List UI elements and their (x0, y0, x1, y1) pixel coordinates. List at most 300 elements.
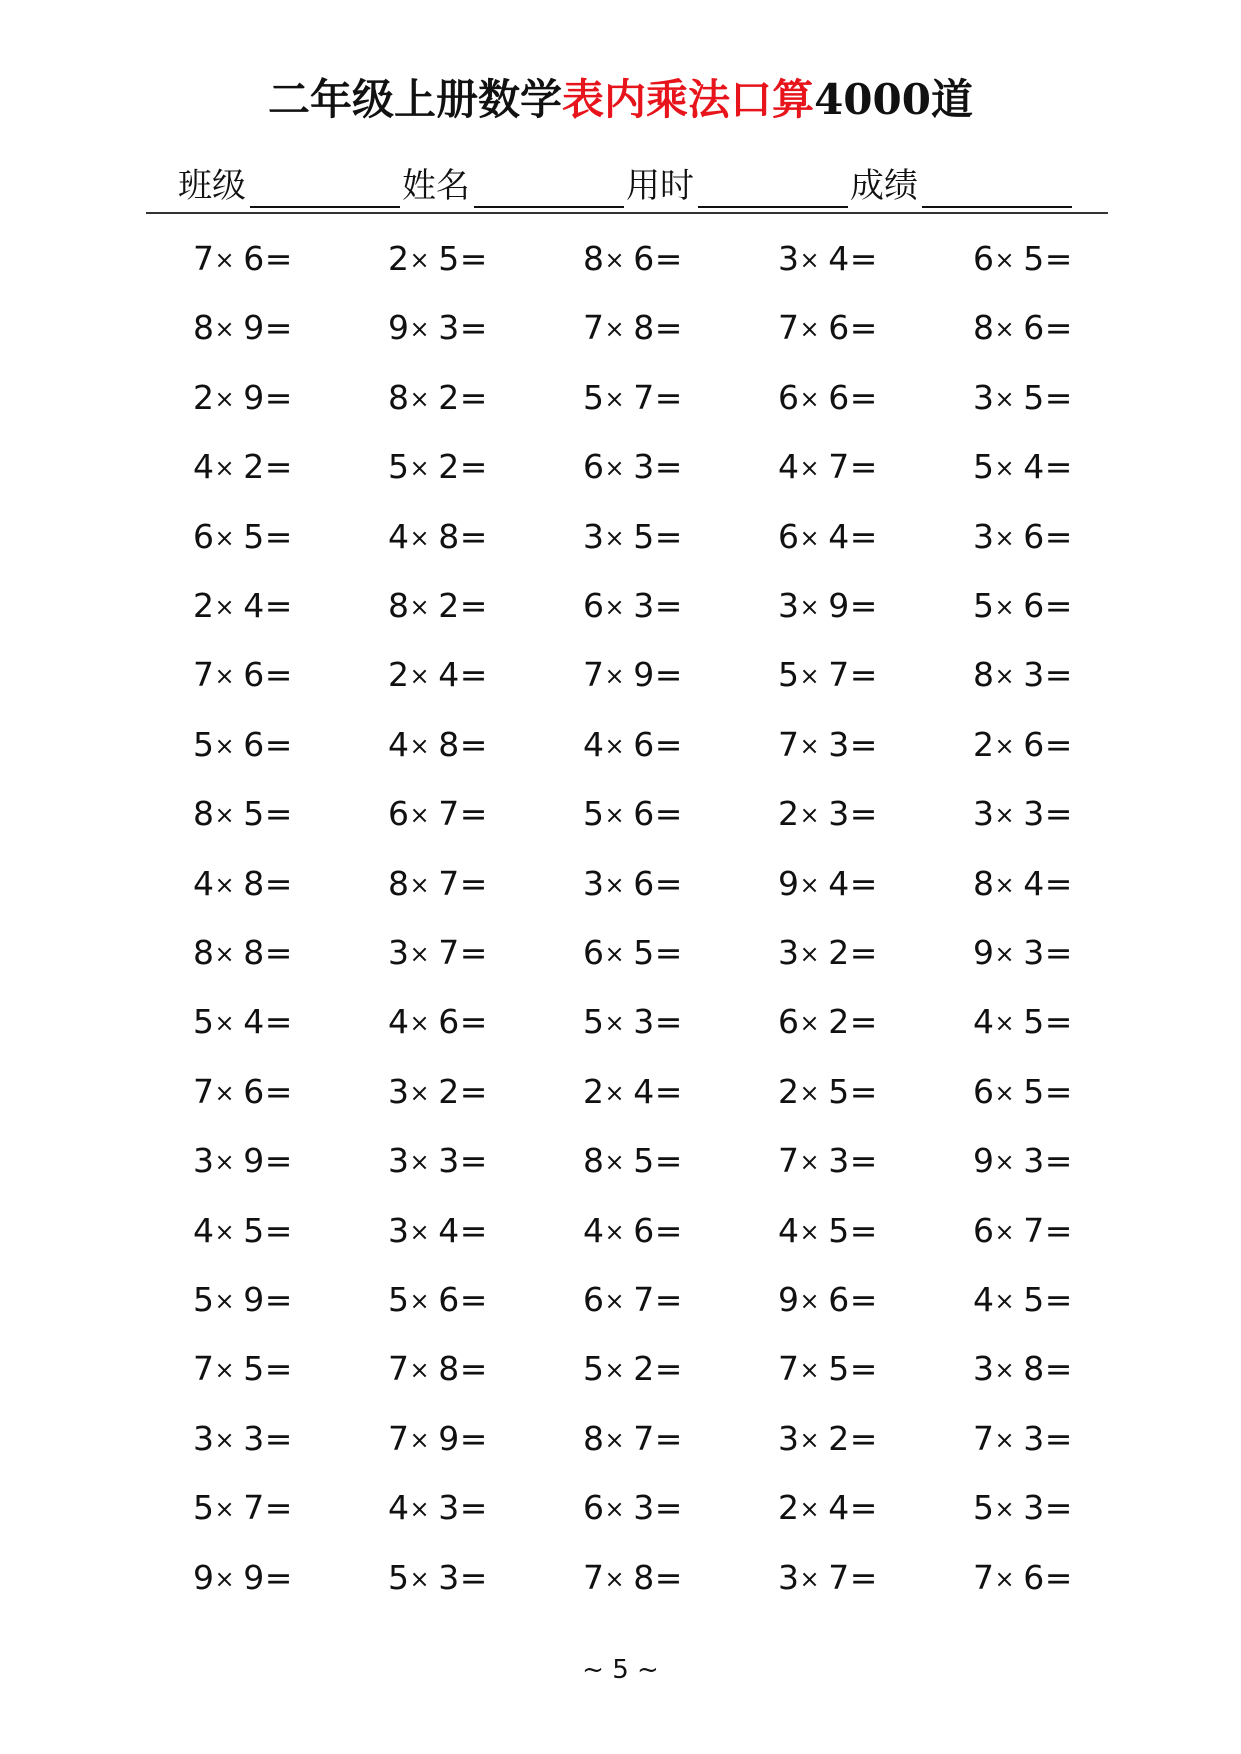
multiplication-problem[interactable] (583, 373, 763, 423)
factor-a: 6 (583, 447, 605, 486)
factor-b: 5 (828, 1349, 850, 1388)
factor-b: 3 (633, 447, 655, 486)
equals-sign: = (654, 378, 683, 417)
factor-a: 3 (778, 1419, 800, 1458)
multiplication-problem[interactable] (973, 720, 1153, 770)
time-blank-line[interactable] (698, 166, 848, 208)
multiplication-problem[interactable] (778, 1344, 958, 1394)
factor-b: 5 (243, 794, 265, 833)
factor-a: 5 (193, 1280, 215, 1319)
multiplication-problem[interactable] (583, 442, 763, 492)
equals-sign: = (264, 725, 293, 764)
factor-b: 6 (243, 1072, 265, 1111)
factor-a: 9 (388, 308, 410, 347)
factor-a: 5 (973, 1488, 995, 1527)
equals-sign: = (1044, 239, 1073, 278)
factor-a: 3 (778, 1558, 800, 1597)
multiplication-problem[interactable] (973, 1483, 1153, 1533)
factor-a: 4 (388, 517, 410, 556)
equals-sign: = (459, 933, 488, 972)
multiplication-problem[interactable] (388, 720, 568, 770)
multiplication-problem[interactable] (583, 234, 763, 284)
multiplication-problem[interactable] (193, 789, 373, 839)
factor-b: 6 (828, 308, 850, 347)
equals-sign: = (264, 794, 293, 833)
multiplication-problem[interactable] (583, 303, 763, 353)
multiply-sign: × (409, 940, 439, 968)
equals-sign: = (1044, 1002, 1073, 1041)
factor-b: 6 (1023, 517, 1045, 556)
factor-b: 5 (1023, 378, 1045, 417)
multiply-sign: × (994, 732, 1024, 760)
multiplication-problem[interactable] (778, 1553, 958, 1603)
factor-b: 7 (828, 447, 850, 486)
multiplication-problem[interactable] (388, 789, 568, 839)
factor-b: 2 (438, 378, 460, 417)
multiply-sign: × (994, 1495, 1024, 1523)
factor-a: 2 (583, 1072, 605, 1111)
equals-sign: = (264, 517, 293, 556)
factor-a: 4 (778, 447, 800, 486)
multiplication-problem[interactable] (973, 1414, 1153, 1464)
factor-b: 3 (438, 308, 460, 347)
multiplication-problem[interactable] (388, 928, 568, 978)
multiplication-problem[interactable] (193, 1483, 373, 1533)
multiplication-problem[interactable] (388, 1483, 568, 1533)
multiplication-problem[interactable] (778, 928, 958, 978)
equals-sign: = (654, 864, 683, 903)
multiplication-problem[interactable] (583, 720, 763, 770)
factor-a: 4 (778, 1211, 800, 1250)
class-blank-line[interactable] (250, 166, 400, 208)
problem-row (193, 650, 1173, 700)
equals-sign: = (264, 447, 293, 486)
factor-b: 5 (1023, 1072, 1045, 1111)
multiplication-problem[interactable] (778, 1483, 958, 1533)
multiply-sign: × (604, 454, 634, 482)
factor-a: 3 (973, 794, 995, 833)
factor-a: 8 (193, 308, 215, 347)
multiply-sign: × (214, 1495, 244, 1523)
multiply-sign: × (799, 940, 829, 968)
multiplication-problem[interactable] (583, 1553, 763, 1603)
multiplication-problem[interactable] (193, 234, 373, 284)
multiplication-problem[interactable] (973, 928, 1153, 978)
factor-b: 6 (1023, 308, 1045, 347)
factor-b: 4 (828, 864, 850, 903)
multiplication-problem[interactable] (973, 303, 1153, 353)
factor-b: 3 (1023, 1141, 1045, 1180)
factor-b: 5 (243, 517, 265, 556)
multiplication-problem[interactable] (193, 859, 373, 909)
multiplication-problem[interactable] (193, 1275, 373, 1325)
multiplication-problem[interactable] (778, 1414, 958, 1464)
factor-b: 8 (243, 933, 265, 972)
multiplication-problem[interactable] (193, 1344, 373, 1394)
multiplication-problem[interactable] (973, 1067, 1153, 1117)
factor-a: 8 (973, 655, 995, 694)
multiplication-problem[interactable] (583, 1067, 763, 1117)
factor-b: 4 (438, 655, 460, 694)
multiplication-problem[interactable] (193, 1206, 373, 1256)
factor-a: 9 (973, 933, 995, 972)
factor-b: 2 (438, 586, 460, 625)
equals-sign: = (849, 239, 878, 278)
factor-b: 4 (438, 1211, 460, 1250)
multiplication-problem[interactable] (778, 1067, 958, 1117)
factor-b: 3 (633, 1002, 655, 1041)
equals-sign: = (1044, 1072, 1073, 1111)
multiply-sign: × (604, 524, 634, 552)
equals-sign: = (1044, 864, 1073, 903)
equals-sign: = (1044, 1488, 1073, 1527)
factor-a: 5 (193, 1002, 215, 1041)
multiplication-problem[interactable] (583, 789, 763, 839)
factor-a: 6 (973, 239, 995, 278)
multiplication-problem[interactable] (778, 997, 958, 1047)
factor-a: 5 (388, 1558, 410, 1597)
factor-a: 5 (583, 1002, 605, 1041)
multiplication-problem[interactable] (388, 1553, 568, 1603)
factor-b: 5 (243, 1349, 265, 1388)
multiplication-problem[interactable] (388, 1344, 568, 1394)
factor-a: 8 (193, 933, 215, 972)
info-field-score (850, 164, 1074, 208)
factor-a: 6 (193, 517, 215, 556)
multiplication-problem[interactable] (388, 650, 568, 700)
multiplication-problem[interactable] (583, 1344, 763, 1394)
equals-sign: = (849, 1002, 878, 1041)
multiplication-problem[interactable] (583, 1483, 763, 1533)
multiplication-problem[interactable] (583, 859, 763, 909)
multiplication-problem[interactable] (778, 789, 958, 839)
equals-sign: = (264, 239, 293, 278)
multiplication-problem[interactable] (778, 1206, 958, 1256)
multiplication-problem[interactable] (778, 442, 958, 492)
page-title (0, 72, 1241, 128)
multiply-sign: × (409, 871, 439, 899)
equals-sign: = (1044, 1280, 1073, 1319)
multiplication-problem[interactable] (388, 1067, 568, 1117)
multiplication-problem[interactable] (193, 1553, 373, 1603)
equals-sign: = (1044, 308, 1073, 347)
factor-b: 5 (633, 517, 655, 556)
multiplication-problem[interactable] (583, 650, 763, 700)
multiplication-problem[interactable] (193, 373, 373, 423)
multiply-sign: × (994, 1148, 1024, 1176)
multiplication-problem[interactable] (973, 512, 1153, 562)
factor-b: 5 (438, 239, 460, 278)
multiplication-problem[interactable] (973, 581, 1153, 631)
equals-sign: = (849, 1558, 878, 1597)
multiply-sign: × (994, 940, 1024, 968)
multiply-sign: × (994, 871, 1024, 899)
multiply-sign: × (214, 315, 244, 343)
multiply-sign: × (409, 1426, 439, 1454)
factor-a: 2 (193, 378, 215, 417)
multiplication-problem[interactable] (778, 234, 958, 284)
equals-sign: = (849, 517, 878, 556)
factor-b: 3 (828, 725, 850, 764)
factor-a: 3 (973, 378, 995, 417)
multiply-sign: × (994, 1426, 1024, 1454)
factor-b: 9 (243, 308, 265, 347)
multiply-sign: × (799, 732, 829, 760)
factor-b: 6 (828, 1280, 850, 1319)
multiplication-problem[interactable] (778, 581, 958, 631)
equals-sign: = (264, 1072, 293, 1111)
factor-a: 6 (778, 517, 800, 556)
multiplication-problem[interactable] (973, 1206, 1153, 1256)
multiplication-problem[interactable] (193, 1067, 373, 1117)
equals-sign: = (459, 1141, 488, 1180)
factor-b: 4 (1023, 864, 1045, 903)
multiplication-problem[interactable] (193, 1414, 373, 1464)
multiplication-problem[interactable] (973, 234, 1153, 284)
multiply-sign: × (214, 1287, 244, 1315)
equals-sign: = (459, 1072, 488, 1111)
factor-b: 3 (828, 1141, 850, 1180)
factor-b: 3 (438, 1488, 460, 1527)
multiply-sign: × (799, 1426, 829, 1454)
factor-b: 6 (243, 655, 265, 694)
factor-a: 6 (583, 1488, 605, 1527)
factor-b: 6 (633, 1211, 655, 1250)
multiplication-problem[interactable] (193, 650, 373, 700)
multiply-sign: × (214, 1079, 244, 1107)
factor-a: 4 (973, 1280, 995, 1319)
multiplication-problem[interactable] (973, 1344, 1153, 1394)
equals-sign: = (459, 447, 488, 486)
factor-b: 4 (828, 239, 850, 278)
factor-a: 4 (193, 864, 215, 903)
factor-b: 6 (1023, 1558, 1045, 1597)
equals-sign: = (459, 1488, 488, 1527)
multiplication-problem[interactable] (583, 997, 763, 1047)
factor-a: 7 (193, 1349, 215, 1388)
factor-a: 3 (388, 1072, 410, 1111)
multiplication-problem[interactable] (388, 442, 568, 492)
multiplication-problem[interactable] (388, 581, 568, 631)
equals-sign: = (264, 378, 293, 417)
factor-b: 6 (633, 864, 655, 903)
multiplication-problem[interactable] (583, 512, 763, 562)
multiply-sign: × (799, 1495, 829, 1523)
factor-b: 4 (828, 517, 850, 556)
multiply-sign: × (214, 1148, 244, 1176)
equals-sign: = (654, 1002, 683, 1041)
multiplication-problem[interactable] (973, 859, 1153, 909)
problem-row (193, 1136, 1173, 1186)
multiply-sign: × (604, 1148, 634, 1176)
multiply-sign: × (994, 1565, 1024, 1593)
multiplication-problem[interactable] (583, 581, 763, 631)
factor-a: 3 (388, 933, 410, 972)
factor-a: 7 (973, 1558, 995, 1597)
factor-a: 6 (583, 1280, 605, 1319)
multiplication-problem[interactable] (388, 1414, 568, 1464)
equals-sign: = (849, 1141, 878, 1180)
multiplication-problem[interactable] (583, 1275, 763, 1325)
multiplication-problem[interactable] (778, 373, 958, 423)
factor-b: 2 (438, 447, 460, 486)
multiplication-problem[interactable] (193, 928, 373, 978)
multiplication-problem[interactable] (973, 1275, 1153, 1325)
multiplication-problem[interactable] (193, 442, 373, 492)
equals-sign: = (264, 1488, 293, 1527)
multiplication-problem[interactable] (778, 650, 958, 700)
factor-a: 9 (778, 864, 800, 903)
factor-b: 4 (243, 1002, 265, 1041)
multiplication-problem[interactable] (778, 512, 958, 562)
equals-sign: = (849, 378, 878, 417)
factor-b: 4 (1023, 447, 1045, 486)
multiplication-problem[interactable] (973, 373, 1153, 423)
multiply-sign: × (214, 454, 244, 482)
equals-sign: = (264, 1349, 293, 1388)
multiply-sign: × (604, 940, 634, 968)
factor-b: 7 (438, 794, 460, 833)
multiply-sign: × (994, 1356, 1024, 1384)
factor-a: 6 (973, 1072, 995, 1111)
multiply-sign: × (214, 940, 244, 968)
equals-sign: = (849, 447, 878, 486)
multiply-sign: × (214, 385, 244, 413)
multiply-sign: × (994, 246, 1024, 274)
factor-b: 9 (243, 378, 265, 417)
factor-a: 7 (388, 1349, 410, 1388)
multiplication-problem[interactable] (193, 1136, 373, 1186)
factor-a: 3 (583, 864, 605, 903)
multiplication-problem[interactable] (388, 303, 568, 353)
multiplication-problem[interactable] (193, 303, 373, 353)
equals-sign: = (264, 1211, 293, 1250)
multiplication-problem[interactable] (778, 1136, 958, 1186)
problem-grid (193, 234, 1173, 1634)
multiply-sign: × (994, 801, 1024, 829)
page-number: ~ 5 ~ (582, 1655, 659, 1685)
equals-sign: = (459, 1280, 488, 1319)
factor-b: 7 (1023, 1211, 1045, 1250)
multiplication-problem[interactable] (583, 1206, 763, 1256)
title-part-topic: 表内乘法口算 (562, 75, 815, 124)
factor-a: 5 (388, 1280, 410, 1319)
factor-a: 7 (193, 239, 215, 278)
multiplication-problem[interactable] (388, 234, 568, 284)
multiplication-problem[interactable] (778, 303, 958, 353)
multiply-sign: × (214, 524, 244, 552)
equals-sign: = (264, 308, 293, 347)
factor-b: 7 (828, 655, 850, 694)
factor-a: 5 (193, 725, 215, 764)
multiply-sign: × (604, 801, 634, 829)
multiply-sign: × (409, 1356, 439, 1384)
multiplication-problem[interactable] (583, 1136, 763, 1186)
factor-b: 7 (828, 1558, 850, 1597)
equals-sign: = (654, 1419, 683, 1458)
multiply-sign: × (409, 1565, 439, 1593)
factor-b: 8 (438, 1349, 460, 1388)
multiplication-problem[interactable] (193, 581, 373, 631)
multiplication-problem[interactable] (778, 859, 958, 909)
multiply-sign: × (604, 1426, 634, 1454)
multiply-sign: × (409, 315, 439, 343)
multiplication-problem[interactable] (388, 1136, 568, 1186)
multiplication-problem[interactable] (973, 650, 1153, 700)
multiply-sign: × (214, 732, 244, 760)
score-blank-line[interactable] (922, 166, 1072, 208)
multiplication-problem[interactable] (973, 789, 1153, 839)
multiplication-problem[interactable] (388, 1206, 568, 1256)
multiply-sign: × (409, 1079, 439, 1107)
equals-sign: = (849, 586, 878, 625)
multiply-sign: × (994, 1009, 1024, 1037)
multiplication-problem[interactable] (388, 373, 568, 423)
multiply-sign: × (799, 524, 829, 552)
equals-sign: = (459, 1558, 488, 1597)
equals-sign: = (264, 1002, 293, 1041)
multiplication-problem[interactable] (193, 720, 373, 770)
multiplication-problem[interactable] (973, 1136, 1153, 1186)
factor-b: 8 (438, 517, 460, 556)
multiply-sign: × (994, 524, 1024, 552)
problem-row (193, 234, 1173, 284)
equals-sign: = (849, 1072, 878, 1111)
multiply-sign: × (604, 732, 634, 760)
problem-row (193, 1206, 1173, 1256)
factor-a: 4 (388, 1002, 410, 1041)
multiplication-problem[interactable] (973, 442, 1153, 492)
factor-b: 9 (438, 1419, 460, 1458)
equals-sign: = (459, 655, 488, 694)
multiplication-problem[interactable] (388, 997, 568, 1047)
equals-sign: = (1044, 378, 1073, 417)
multiplication-problem[interactable] (778, 720, 958, 770)
multiplication-problem[interactable] (388, 859, 568, 909)
multiplication-problem[interactable] (388, 512, 568, 562)
factor-a: 4 (583, 1211, 605, 1250)
factor-b: 5 (633, 1141, 655, 1180)
multiply-sign: × (409, 454, 439, 482)
factor-a: 7 (583, 1558, 605, 1597)
factor-a: 2 (778, 794, 800, 833)
equals-sign: = (459, 1002, 488, 1041)
problem-row (193, 859, 1173, 909)
multiplication-problem[interactable] (193, 512, 373, 562)
factor-b: 9 (243, 1558, 265, 1597)
equals-sign: = (459, 1419, 488, 1458)
multiplication-problem[interactable] (973, 997, 1153, 1047)
equals-sign: = (654, 1349, 683, 1388)
equals-sign: = (459, 725, 488, 764)
name-blank-line[interactable] (474, 166, 624, 208)
multiplication-problem[interactable] (193, 997, 373, 1047)
multiply-sign: × (214, 871, 244, 899)
multiply-sign: × (409, 662, 439, 690)
equals-sign: = (849, 725, 878, 764)
multiplication-problem[interactable] (778, 1275, 958, 1325)
equals-sign: = (1044, 725, 1073, 764)
multiplication-problem[interactable] (388, 1275, 568, 1325)
multiplication-problem[interactable] (973, 1553, 1153, 1603)
equals-sign: = (264, 1280, 293, 1319)
factor-a: 6 (583, 933, 605, 972)
problem-row (193, 373, 1173, 423)
multiplication-problem[interactable] (583, 928, 763, 978)
multiply-sign: × (994, 1218, 1024, 1246)
multiplication-problem[interactable] (583, 1414, 763, 1464)
factor-b: 7 (243, 1488, 265, 1527)
